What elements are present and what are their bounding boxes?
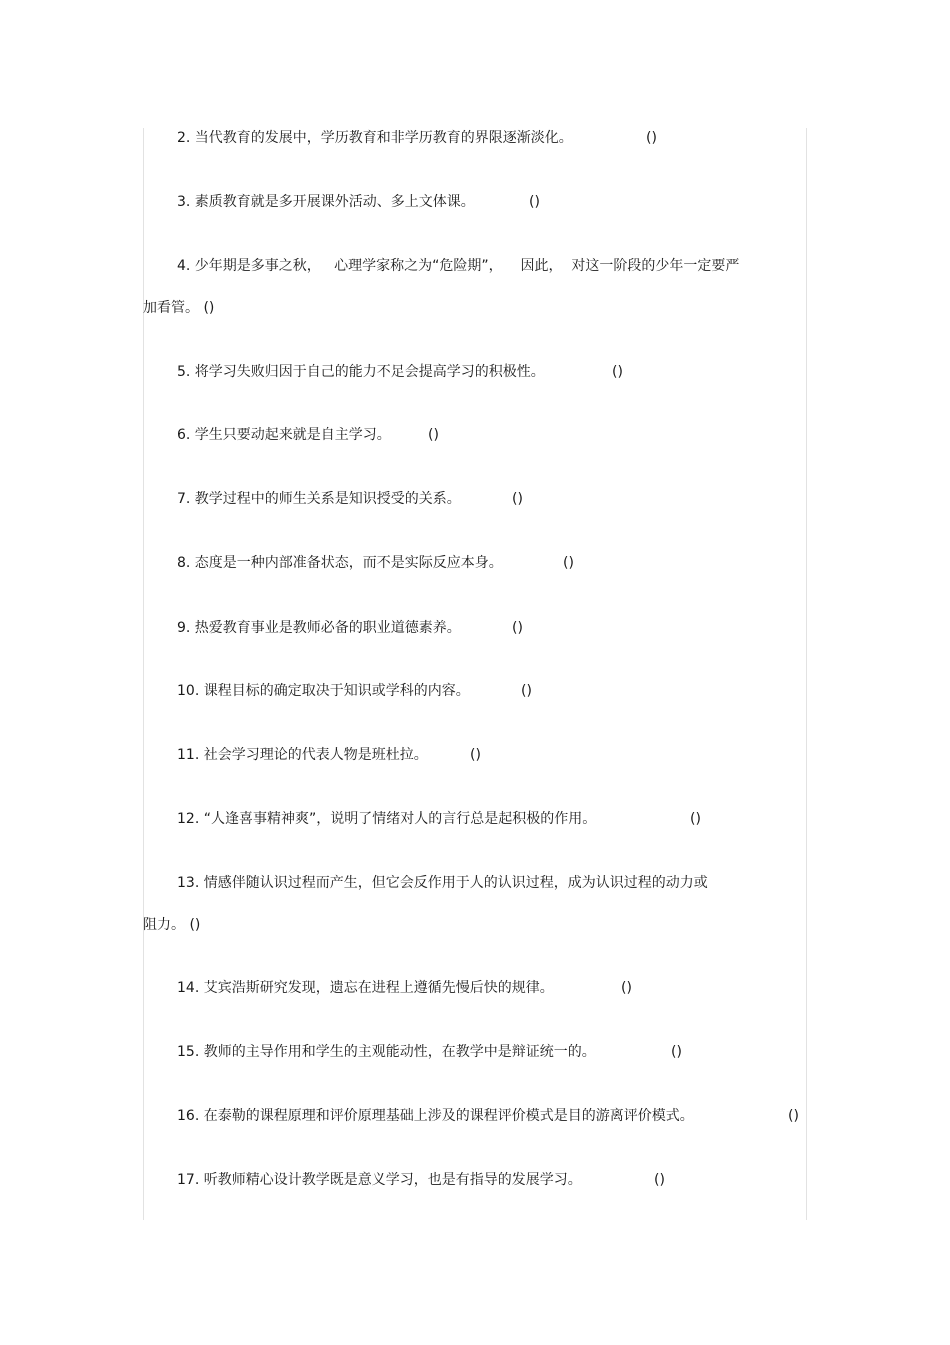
question-16-text: 16. 在泰勒的课程原理和评价原理基础上涉及的课程评价模式是目的游离评价模式。 xyxy=(177,1108,694,1124)
question-11-text: 11. 社会学习理论的代表人物是班杜拉。 xyxy=(177,747,428,763)
question-14-text: 14. 艾宾浩斯研究发现，遗忘在进程上遵循先慢后快的规律。 xyxy=(177,980,554,996)
question-13-text: 13. 情感伴随认识过程而产生，但它会反作用于人的认识过程，成为认识过程的动力或 xyxy=(177,875,708,891)
question-2-text: 2. 当代教育的发展中，学历教育和非学历教育的界限逐渐淡化。 xyxy=(177,130,573,146)
question-15-answer-blank: () xyxy=(671,1044,682,1060)
question-12-text: 12. “人逢喜事精神爽”，说明了情绪对人的言行总是起积极的作用。 xyxy=(177,811,597,827)
question-13-continuation: 阻力。 () xyxy=(143,917,201,933)
question-10-text: 10. 课程目标的确定取决于知识或学科的内容。 xyxy=(177,683,470,699)
question-5-answer-blank: () xyxy=(612,364,623,380)
question-14-answer-blank: () xyxy=(621,980,632,996)
question-16-answer-blank: () xyxy=(788,1108,799,1124)
question-3-text: 3. 素质教育就是多开展课外活动、多上文体课。 xyxy=(177,194,475,210)
question-3-answer-blank: () xyxy=(529,194,540,210)
page-left-border xyxy=(143,128,144,1220)
question-6-text: 6. 学生只要动起来就是自主学习。 xyxy=(177,427,391,443)
question-5-text: 5. 将学习失败归因于自己的能力不足会提高学习的积极性。 xyxy=(177,364,545,380)
question-17-text: 17. 听教师精心设计教学既是意义学习，也是有指导的发展学习。 xyxy=(177,1172,582,1188)
question-4-text: 4. 少年期是多事之秋， 心理学家称之为“危险期”， 因此， 对这一阶段的少年一定要严 xyxy=(177,258,740,274)
question-7-text: 7. 教学过程中的师生关系是知识授受的关系。 xyxy=(177,491,461,507)
question-11-answer-blank: () xyxy=(470,747,481,763)
question-17-answer-blank: () xyxy=(654,1172,665,1188)
question-12-answer-blank: () xyxy=(690,811,701,827)
question-9-answer-blank: () xyxy=(512,620,523,636)
question-8-answer-blank: () xyxy=(563,555,574,571)
question-9-text: 9. 热爱教育事业是教师必备的职业道德素养。 xyxy=(177,620,461,636)
question-6-answer-blank: () xyxy=(428,427,439,443)
question-15-text: 15. 教师的主导作用和学生的主观能动性，在教学中是辩证统一的。 xyxy=(177,1044,596,1060)
question-8-text: 8. 态度是一种内部准备状态，而不是实际反应本身。 xyxy=(177,555,503,571)
question-2-answer-blank: () xyxy=(646,130,657,146)
page-right-border xyxy=(806,128,807,1220)
question-7-answer-blank: () xyxy=(512,491,523,507)
question-10-answer-blank: () xyxy=(521,683,532,699)
question-4-continuation: 加看管。 () xyxy=(143,300,215,316)
